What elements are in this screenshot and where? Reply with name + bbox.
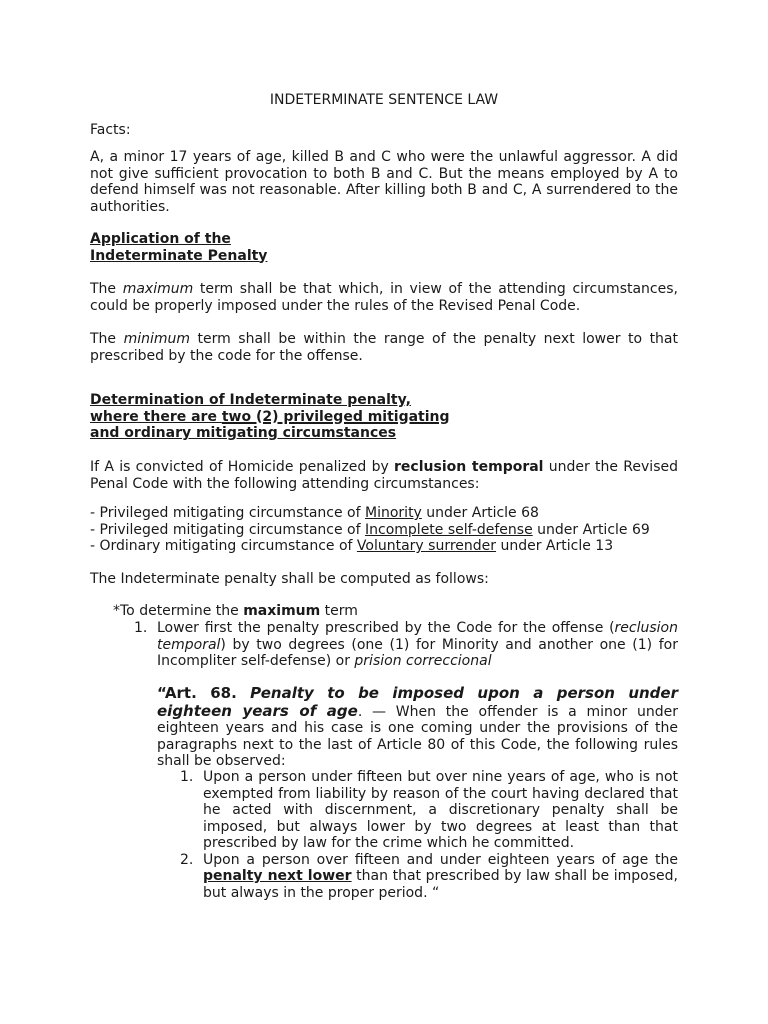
step-text-a: Lower first the penalty prescribed by the Code for the offense (	[157, 620, 615, 636]
circumstance-pre: - Privileged mitigating circumstance of	[90, 521, 366, 538]
maximum-step-item	[134, 620, 678, 670]
article-title: Penalty to be imposed upon a person under eighteen years of age	[157, 684, 678, 720]
circumstance-underlined: Voluntary surrender	[356, 538, 497, 554]
maximum-term-label	[113, 603, 678, 620]
rule-number: 2.	[180, 851, 194, 868]
article-text: . — When the offender is a minor under eighteen years and his case is one coming under the provisions of the paragraphs next to the last of Article 80 of this Code, the following rules shall be observed:	[157, 703, 679, 769]
application-heading-line1: Application of the	[90, 231, 231, 247]
max-term-bold: maximum	[243, 603, 321, 619]
circumstance-item	[90, 538, 678, 555]
circumstance-pre: - Privileged mitigating circumstance of	[90, 505, 366, 521]
determination-heading-line2-underlined: two (2) privileged mitigating	[221, 408, 450, 425]
facts-paragraph: A, a minor 17 years of age, killed B and C who were the unlawful aggressor. A did not give sufficient provocation to both B and C. But the means employed by A to defend himself was not reasonable. After killing both B and C, A surrendered to the authorities.	[90, 149, 678, 215]
intro-bold: reclusion temporal	[394, 459, 544, 475]
min-pre: The	[90, 331, 124, 347]
determination-heading-line3: and ordinary mitigating circumstances	[90, 425, 397, 441]
circumstance-post: under Article 69	[532, 521, 650, 538]
application-heading-line2: Indeterminate Penalty	[90, 247, 268, 264]
min-em: minimum	[123, 331, 191, 347]
max-term-pre: *To determine the	[113, 603, 244, 619]
rule-text-post: than that prescribed by law shall be imposed, but always in the proper period. “	[203, 868, 678, 901]
computed-line: The Indeterminate penalty shall be computed as follows:	[90, 571, 489, 587]
circumstance-underlined: Minority	[365, 505, 422, 521]
maximum-steps-list	[134, 620, 678, 670]
intro-pre: If A is convicted of Homicide penalized by	[90, 459, 395, 475]
circumstance-underlined: Incomplete self-defense	[365, 521, 533, 538]
max-pre: The	[90, 281, 123, 297]
article-rule-item	[180, 851, 678, 902]
intro-post: under the Revised Penal Code with the following attending circumstances:	[90, 459, 678, 492]
circumstances-list	[90, 505, 678, 555]
determination-heading-line2-pre: where there are	[90, 408, 222, 425]
min-post: term shall be within the range of the penalty next lower to that prescribed by the code for the offense.	[90, 331, 678, 364]
rule-text: Upon a person under fifteen but over nine years of age, who is not exempted from liability by reason of the court having declared that he acted with discernment, a discretionary penalty shall be imposed, but always lower by two degrees at least than that prescribed by law for the crime which he committed.	[203, 769, 678, 851]
determination-heading	[90, 392, 678, 442]
max-term-post: term	[320, 603, 358, 619]
step-em-b: prision correccional	[354, 653, 492, 669]
rule-number: 1.	[180, 769, 194, 785]
circumstance-pre: - Ordinary mitigating circumstance of	[90, 538, 357, 554]
application-heading	[90, 231, 678, 264]
circumstance-item	[90, 522, 678, 539]
step-em-a: reclusion temporal	[157, 620, 678, 653]
article-68-paragraph	[157, 685, 678, 770]
step-number: 1.	[134, 620, 148, 636]
rule-bold-underlined: penalty next lower	[203, 868, 352, 884]
article-open: “Art. 68.	[157, 684, 251, 702]
facts-label: Facts:	[90, 122, 131, 138]
step-text-b: ) by two degrees (one (1) for Minority and another one (1) for Incompliter self-defense) or	[157, 636, 678, 669]
maximum-term-paragraph	[90, 281, 678, 314]
page-title: INDETERMINATE SENTENCE LAW	[269, 92, 499, 108]
article-rules-list	[180, 769, 678, 901]
max-em: maximum	[122, 281, 194, 297]
circumstance-post: under Article 68	[421, 505, 539, 521]
article-rule-item	[180, 769, 678, 852]
circumstance-item	[90, 505, 678, 522]
determination-heading-line1: Determination of Indeterminate penalty,	[90, 392, 411, 408]
minimum-term-paragraph	[90, 331, 678, 364]
homicide-intro-paragraph	[90, 459, 678, 492]
circumstance-post: under Article 13	[496, 538, 614, 554]
rule-text-pre: Upon a person over fifteen and under eighteen years of age the	[203, 851, 678, 868]
max-post: term shall be that which, in view of the attending circumstances, could be properly imposed under the rules of the Revised Penal Code.	[90, 281, 678, 314]
